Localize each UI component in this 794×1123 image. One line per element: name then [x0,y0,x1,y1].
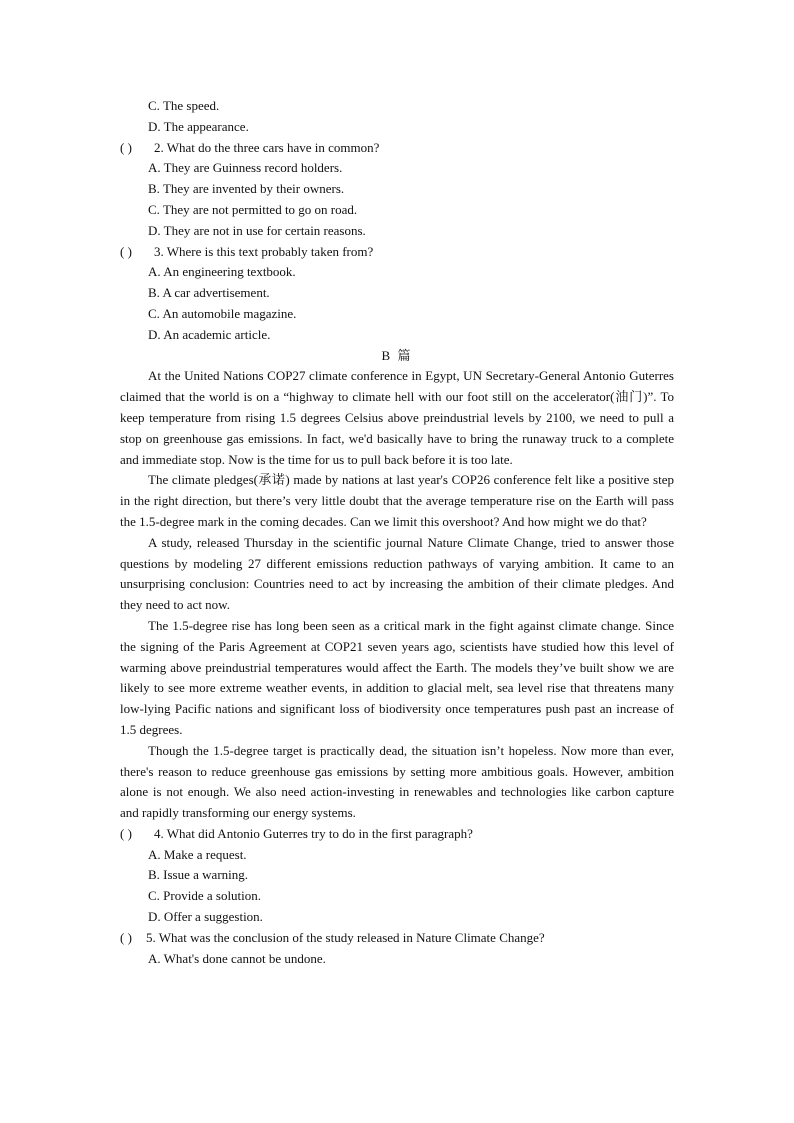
option-carryover-c: C. The speed. [148,98,220,113]
answer-blank[interactable]: ( ) [120,825,132,841]
option-carryover-d: D. The appearance. [148,118,249,134]
answer-blank[interactable]: ( ) [120,243,132,259]
question-5: ( ) 5. What was the conclusion of the study released in Nature Climate Change? [120,928,674,949]
q4-option-c: C. Provide a solution. [148,888,262,904]
passage-paragraph-2: The climate pledges(承诺) made by nations at last year's COP26 conference felt like a positive step in the right direction, but there’s very little doubt that the average temperature rise on the Earth will pass the 1.5-degree mark in the coming decades. Can we limit this overshoot? And how might we do that? [120,472,674,529]
q2-option-d: D. They are not in use for certain reasons. [148,222,366,238]
q2-option-b: B. They are invented by their owners. [148,181,345,197]
q4-option-d: D. Offer a suggestion. [148,909,263,925]
passage-paragraph-3: A study, released Thursday in the scientific journal Nature Climate Change, tried to answer those questions by modeling 27 different emissions reduction pathways of varying ambition. It came to an unsurprising conclusion: Countries need to act by increasing the ambition of their climate pledges. And they need to act now. [120,534,674,613]
question-4: ( ) 4. What did Antonio Guterres try to do in the first paragraph? [120,824,674,845]
q2-option-a: A. They are Guinness record holders. [148,160,343,176]
question-3: ( ) 3. Where is this text probably taken from? [120,242,674,263]
question-2: ( ) 2. What do the three cars have in common? [120,138,674,159]
section-b-title: B 篇 [381,347,413,363]
q4-option-b: B. Issue a warning. [148,867,249,883]
answer-blank[interactable]: ( ) [120,929,132,945]
q4-option-a: A. Make a request. [148,846,247,862]
q3-option-a: A. An engineering textbook. [148,264,296,280]
passage-paragraph-4: The 1.5-degree rise has long been seen as a critical mark in the fight against climate change. Since the signing of the Paris Agreement at COP21 seven years ago, scientists have studied how this level of warming above preindustrial temperatures would affect the Earth. The models they’ve built show we are likely to see more extreme weather events, in addition to glacial melt, sea level rise that threatens many low-lying Pacific nations and significant loss of biodiversity once temperatures push past an increase of 1.5 degrees. [120,617,674,737]
q5-option-a: A. What's done cannot be undone. [148,950,326,966]
passage-paragraph-5: Though the 1.5-degree target is practically dead, the situation isn’t hopeless. Now more than ever, there's reason to reduce greenhouse gas emissions by setting more ambitious goals. However, ambition alone is not enough. We also need action-investing in renewables and technologies like carbon capture and rapidly transforming our energy systems. [120,742,674,821]
passage-paragraph-1: At the United Nations COP27 climate conference in Egypt, UN Secretary-General Antonio Guterres claimed that the world is on a “highway to climate hell with our foot still on the accelerator(油门)”. To keep temperature from rising 1.5 degrees Celsius above preindustrial levels by 2100, we need to pull a stop on greenhouse gas emissions. In fact, we'd basically have to bring the runaway truck to a complete and immediate stop. Now is the time for us to pull back before it is too late. [120,368,674,467]
q2-option-c: C. They are not permitted to go on road. [148,201,358,217]
answer-blank[interactable]: ( ) [120,139,132,155]
q3-option-d: D. An academic article. [148,326,271,342]
q3-option-b: B. A car advertisement. [148,285,270,301]
q3-option-c: C. An automobile magazine. [148,305,297,321]
document-content [120,96,674,969]
